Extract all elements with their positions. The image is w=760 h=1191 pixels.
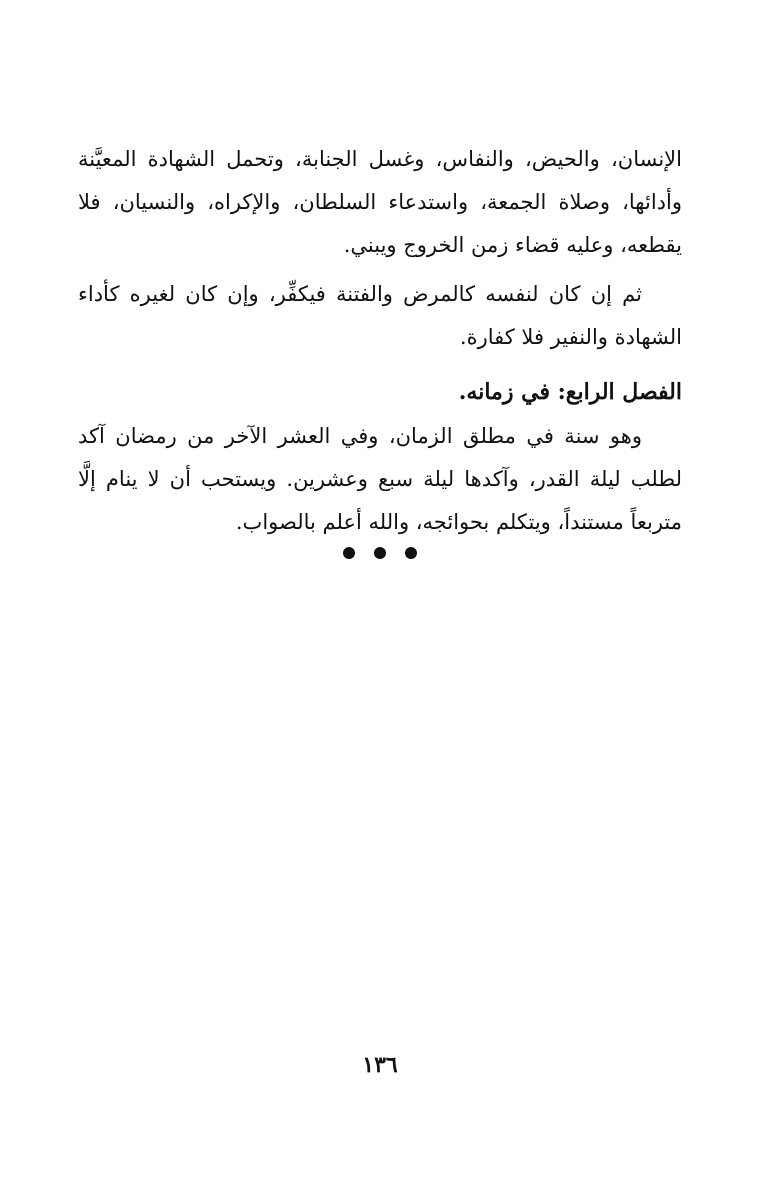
three-dots-separator-icon: [0, 544, 760, 563]
paragraph-1: الإنسان، والحيض، والنفاس، وغسل الجنابة، وتحمل الشهادة المعيَّنة وأدائها، وصلاة الجمعة، واستدعاء السلطان، والإكراه، والنسيان، فلا يقطعه، وعليه قضاء زمن الخروج ويبني.: [78, 147, 682, 257]
paragraph-2: ثم إن كان لنفسه كالمرض والفتنة فيكفِّر، وإن كان لغيره كأداء الشهادة والنفير فلا كفارة.: [78, 282, 682, 349]
page-body: [78, 138, 682, 544]
dot-icon: [343, 547, 355, 559]
section-heading: الفصل الرابع: في زمانه.: [458, 379, 682, 405]
dot-icon: [374, 547, 386, 559]
dot-icon: [405, 547, 417, 559]
page-number: ١٣٦: [362, 1052, 398, 1078]
section-body: وهو سنة في مطلق الزمان، وفي العشر الآخر من رمضان آكد لطلب ليلة القدر، وآكدها ليلة سبع وعشرين. ويستحب أن لا ينام إلَّا متربعاً مستنداً، ويتكلم بحوائجه، والله أعلم بالصواب.: [78, 424, 682, 534]
